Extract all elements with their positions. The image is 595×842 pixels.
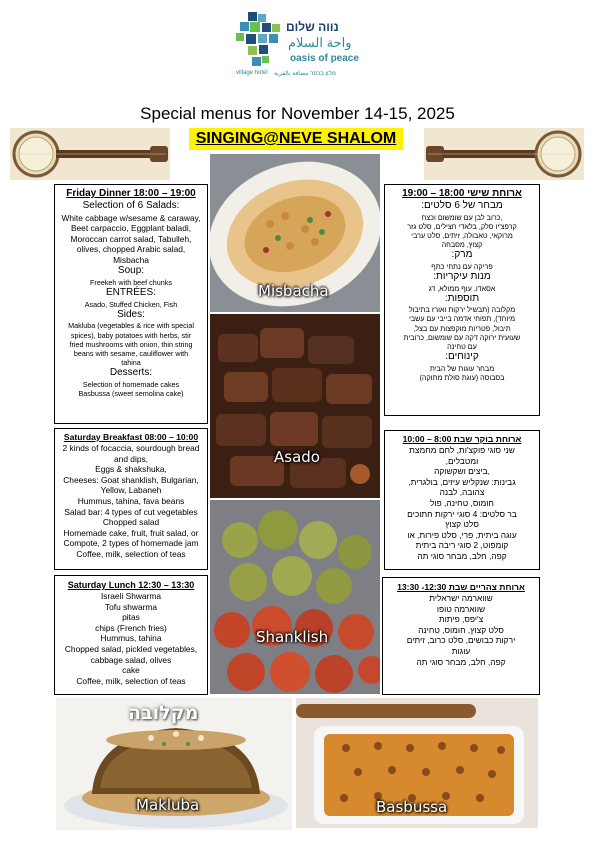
breakfast-line-he: קומפוט, 2 סוגי ריבה ביתית	[415, 540, 509, 551]
sides-line-he: מקלובה (תבשיל ירקות ואורז בתיבול	[408, 305, 516, 315]
sides-line: Makluba (vegetables & rice with special	[68, 321, 194, 331]
basbussa-photo	[296, 698, 538, 828]
lunch-line: cabbage salad, olives	[90, 654, 172, 665]
salads-line: Moroccan carrot salad, Tabulleh,	[70, 233, 192, 244]
desserts-line-he: בסבוסה (עוגת סולת מתוקה)	[419, 372, 505, 382]
sides-line-he: שעועית ירוקה דקה עם שומשום, כרובית	[403, 332, 521, 342]
mains-title-he: מנות עיקריות:	[433, 271, 491, 283]
breakfast-line-he: קפה, חלב, מבחר סוגי תה	[417, 550, 507, 561]
breakfast-heading-he: ארוחת בוקר שבת 8:00 – 10:00	[402, 434, 522, 444]
breakfast-english-box	[54, 428, 208, 570]
breakfast-line: Eggs & shakshuka,	[95, 464, 167, 475]
lunch-line-he: סלט קצוץ, חומוס, טחינה	[418, 624, 504, 635]
salads-line-he: ,כרוב לבן עם שומשום וכצח	[421, 212, 503, 222]
logo-subline: מלון בכפר مضافة بالقرية	[274, 71, 336, 77]
shanklish-photo	[210, 500, 380, 694]
soup-title-he: מרק:	[451, 249, 473, 261]
friday-dinner-hebrew-box	[384, 184, 540, 416]
breakfast-line: 2 kinds of focaccia, sourdough bread	[62, 443, 200, 453]
lunch-line-he: צ'יפס, פיתות	[438, 614, 484, 625]
breakfast-line: and dips,	[114, 453, 148, 464]
lunch-line: Chopped salad, pickled vegetables,	[64, 643, 198, 654]
desserts-title: Desserts:	[109, 367, 153, 379]
misbacha-photo	[210, 154, 380, 312]
mains-line-he: אסאדו, עוף ממולא, דג	[428, 283, 496, 293]
breakfast-line-he: עוגה ביתית, פרי, סלט פירות, או	[407, 529, 517, 540]
desserts-line: Selection of homemade cakes	[82, 379, 180, 389]
salads-line: White cabbage w/sesame & caraway,	[61, 212, 201, 223]
breakfast-line: Coffee, milk, selection of teas	[76, 548, 186, 559]
friday-dinner-english-box	[54, 184, 208, 424]
desserts-line: Basbussa (sweet semolina cake)	[78, 389, 184, 399]
banjo-image-left	[10, 128, 170, 180]
logo-hebrew-name: נווה שלום	[286, 20, 339, 34]
shanklish-label: Shanklish	[256, 628, 329, 646]
desserts-title-he: קינוחים:	[445, 351, 479, 363]
lunch-line-he: קפה, חלב, מבחר סוגי תה	[416, 656, 506, 667]
breakfast-line: Homemade cake, fruit, fruit salad, or	[63, 527, 199, 538]
lunch-line-he: שווארמה טופו	[436, 603, 486, 614]
salads-line: olives, chopped Arabic salad,	[76, 244, 186, 255]
breakfast-line-he: חומוס, טחינה, פול	[430, 497, 494, 508]
breakfast-line: Hummus, tahina, fava beans	[77, 495, 185, 506]
misbacha-label: Misbacha	[258, 282, 329, 300]
soup-line-he: פריקה עם נתחי כתף	[431, 261, 493, 271]
oasis-of-peace-logo	[232, 8, 367, 82]
asado-label: Asado	[274, 448, 320, 466]
banjo-image-right	[424, 128, 584, 180]
logo-mosaic-icon	[234, 10, 284, 72]
sides-line-he: מיוחד), תפוחי אדמה בייבי עם עשבי	[408, 314, 516, 324]
logo-arabic-name: واحة السلام	[288, 35, 352, 50]
breakfast-line: Compote, 2 types of homemade jam	[63, 538, 199, 549]
breakfast-line-he: ,ביצים ושקשוקה	[434, 466, 490, 477]
breakfast-line-he: גבינות: שנקליש עיזים, בולגרית,	[408, 476, 516, 487]
lunch-line: Hummus, tahina	[100, 633, 162, 644]
salads-line: Misbacha	[113, 254, 149, 265]
lunch-line: Israeli Shwarma	[100, 591, 162, 601]
breakfast-line: Salad bar: 4 types of cut vegetables	[64, 506, 198, 517]
salads-title-he: מבחר של 6 סלטים:	[421, 200, 503, 211]
asado-photo	[210, 314, 380, 498]
makluba-photo	[56, 698, 292, 830]
breakfast-hebrew-box	[384, 430, 540, 570]
salads-line-he: קצוץ, מסבחה	[441, 240, 483, 250]
soup-title: Soup:	[117, 265, 145, 277]
sides-line: spices), baby potatoes with herbs, stir	[70, 330, 192, 340]
lunch-line-he: שווארמה ישראלית	[429, 593, 493, 603]
page-title: Special menus for November 14-15, 2025	[140, 104, 455, 123]
lunch-line: pitas	[122, 612, 140, 623]
entrees-title: ENTRÉES:	[105, 287, 156, 299]
salads-title: Selection of 6 Salads:	[82, 200, 180, 211]
soup-line: Freekeh with beef chunks	[90, 277, 172, 287]
sides-line: tahina	[121, 358, 141, 368]
makluba-label: Makluba	[136, 796, 200, 814]
desserts-line-he: מבחר עוגות של הבית	[429, 363, 495, 373]
salads-line-he: מרוקאי, טאבולה, זיתים, סלט ערבי	[411, 230, 513, 240]
salads-line: Beet carpaccio, Eggplant baladi,	[70, 223, 192, 234]
lunch-line-he: ירקות כבושים, סלט כרוב, זיתים	[406, 635, 516, 646]
friday-dinner-heading: Friday Dinner 18:00 – 19:00	[66, 188, 196, 199]
lunch-english-box	[54, 575, 208, 695]
logo-village-hotel: village hotel	[236, 70, 268, 76]
sides-title-he: תוספות:	[444, 292, 480, 304]
sides-line: beans with sesame, cauliflower with	[73, 348, 189, 358]
makluba-hebrew-label: מקלובה	[128, 702, 199, 724]
salads-line-he: קרפצ'יו סלק, בלאדי חצילים, סלט גזר	[407, 221, 517, 231]
logo-english-name: oasis of peace	[290, 53, 359, 64]
breakfast-line: Cheeses: Goat shanklish, Bulgarian,	[63, 474, 199, 485]
lunch-line: Tofu shwarma	[104, 601, 158, 612]
lunch-line: chips (French fries)	[95, 622, 167, 633]
lunch-heading: Saturday Lunch 12:30 – 13:30	[67, 580, 195, 590]
breakfast-line-he: שני סוגי פוקצ'ות, לחם מחמצת	[409, 445, 515, 455]
sides-line-he: תיבול, פטריות מוקפצות עם בצל,	[413, 323, 511, 333]
breakfast-line: Yellow, Labaneh	[100, 485, 162, 496]
event-subtitle: SINGING@NEVE SHALOM	[189, 128, 403, 150]
lunch-heading-he: ארוחת צהריים שבת 12:30- 13:30	[397, 582, 525, 592]
lunch-hebrew-box	[382, 577, 540, 695]
breakfast-line-he: סלט קצוץ	[445, 519, 479, 530]
sides-title: Sides:	[117, 308, 145, 320]
breakfast-heading: Saturday Breakfast 08:00 – 10:00	[63, 432, 199, 442]
breakfast-line-he: בר סלטים: 4 סוגי ירקות חתוכים	[407, 508, 517, 519]
basbussa-label: Basbussa	[376, 798, 448, 816]
friday-dinner-heading-he: ארוחת שישי 18:00 – 19:00	[402, 188, 522, 199]
entrees-line: Asado, Stuffed Chicken, Fish	[84, 299, 178, 309]
sides-line: fried mushrooms with onion, thin string	[69, 339, 193, 349]
lunch-line-he: עוגות	[451, 645, 471, 656]
lunch-line: Coffee, milk, selection of teas	[76, 675, 186, 686]
breakfast-line-he: ומטבלים,	[445, 455, 479, 466]
sides-line-he: עם טחינה	[447, 342, 477, 352]
lunch-line: cake	[122, 665, 140, 676]
breakfast-line-he: צהובה, לבנה	[439, 487, 485, 498]
breakfast-line: Chopped salad	[102, 517, 160, 528]
